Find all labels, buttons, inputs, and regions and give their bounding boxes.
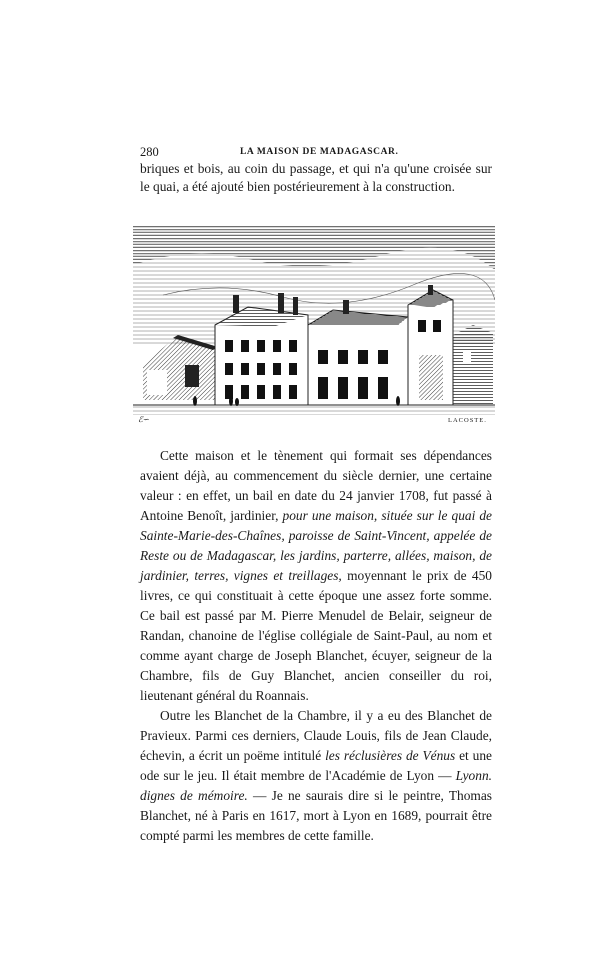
text-run: et une ode sur le jeu. Il était membre de l'Académie de Lyon — <box>140 748 492 783</box>
text-run: Outre les Blanchet de la Chambre, il y a eu des Blanchet de Pravieux. Parmi ces derniers, Claude Louis, fils de Jean Claude, échevin, a écrit un poëme intitulé <box>140 708 492 763</box>
engraver-signature: LACOSTE. <box>448 417 487 424</box>
text-run: Cette maison et le tènement qui formait ses dépendances avaient déjà, au commencement du siècle dernier, une certaine valeur : en effet, un bail en date du 24 janvier 1708, fut passé à Antoine Benoît, jardinier, <box>140 448 492 523</box>
engraving-illustration <box>133 225 495 415</box>
italic-reference: Lyonn. dignes de mémoire. <box>140 768 492 803</box>
running-title: LA MAISON DE MADAGASCAR. <box>240 147 399 157</box>
engraver-monogram: ℰ∽ <box>138 415 150 424</box>
italic-quote: pour une maison, située sur le quai de Sainte-Marie-des-Chaînes, paroisse de Saint-Vincent, appelée de Reste ou de Madagascar, les jardins, parterre, allées, maison, de jardinier, terres, vignes et treillages, <box>140 508 492 583</box>
text-run: — Je ne saurais dire si le peintre, Thomas Blanchet, né à Paris en 1617, mort à Lyon en 1689, pourrait être compté parmi les membres de cette famille. <box>140 788 492 843</box>
paragraph-2 <box>140 706 492 846</box>
quay-ground <box>133 405 495 415</box>
text-run: moyennant le prix de 450 livres, ce qui constituait à cette époque une assez forte somme. Ce bail est passé par M. Pierre Menudel de Belair, seigneur de Randan, chanoine de l'église collégiale de Saint-Paul, au nom et comme ayant charge de Joseph Blanchet, écuyer, seigneur de la Chambre, fils de Guy Blanchet, ancien conseiller du roi, lieutenant général du Roannais. <box>140 568 492 703</box>
right-building <box>453 325 493 405</box>
paragraph-1 <box>140 446 492 706</box>
continued-paragraph <box>140 160 492 196</box>
page-number: 280 <box>140 145 159 159</box>
italic-title: les réclusières de Vénus <box>325 748 456 763</box>
page-header <box>140 145 490 159</box>
main-text <box>140 446 492 846</box>
paragraph-text: briques et bois, au coin du passage, et qui n'a qu'une croisée sur le quai, a été ajouté bien postérieurement à la construction. <box>140 161 492 194</box>
